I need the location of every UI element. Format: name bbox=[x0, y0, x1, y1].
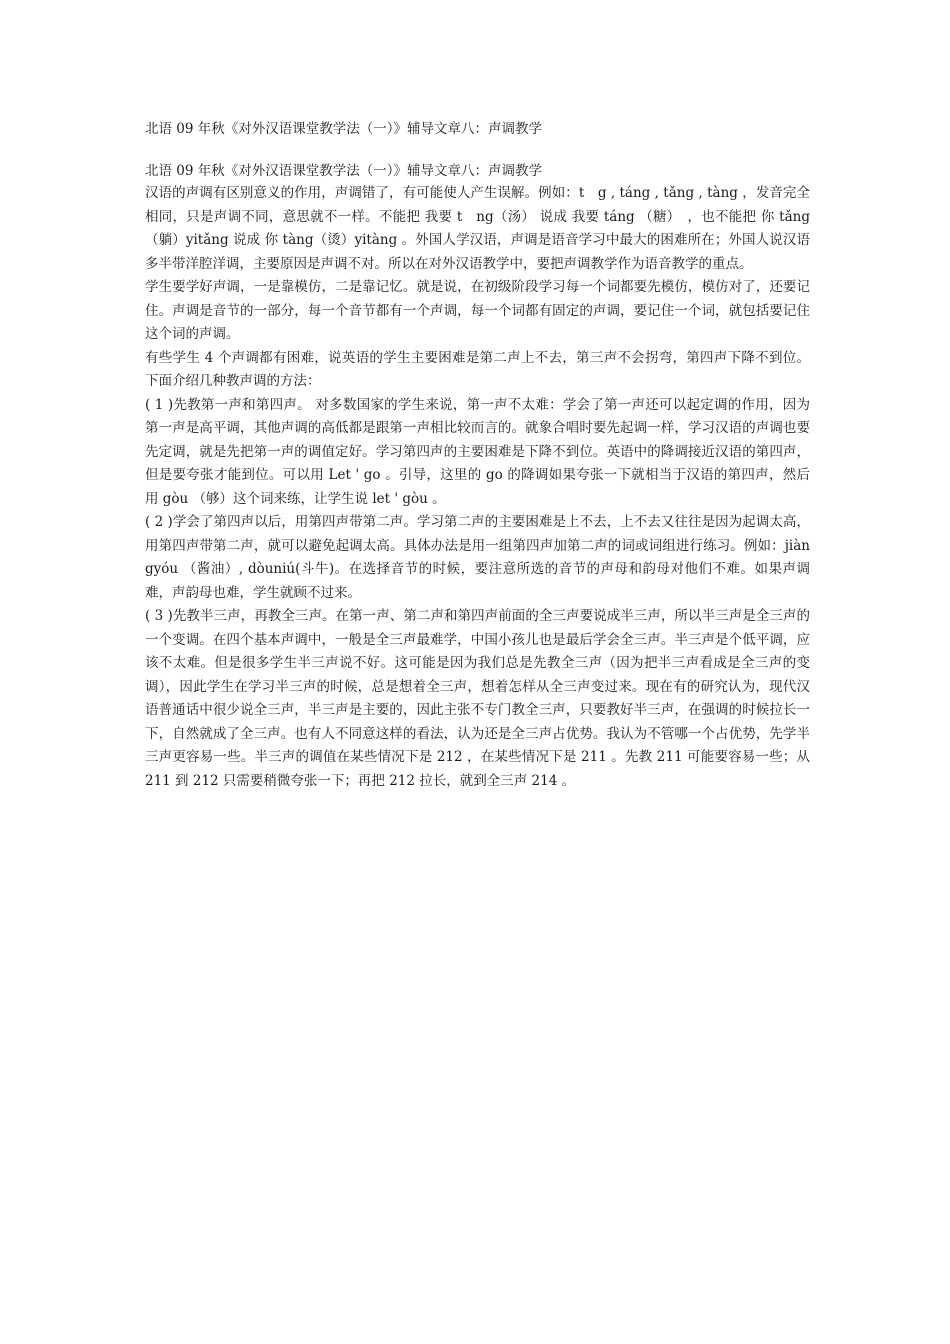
paragraph-method-1: ( 1 )先教第一声和第四声。 对多数国家的学生来说，第一声不太难：学会了第一声还可以起定调的作用，因为第一声是高平调，其他声调的高低都是跟第一声相比较而言的。就象合唱时要先起调一样，学习汉语的声调也要先定调，就是先把第一声的调值定好。学习第四声的主要困难是下降不到位。英语中的降调接近汉语的第四声，但是要夸张才能到位。可以用 Let ' go 。引导，这里的 go 的降调如果夸张一下就相当于汉语的第四声，然后用 gòu （够）这个词来练，让学生说 let ' gòu 。 bbox=[145, 396, 810, 507]
paragraph-method-3: ( 3 )先教半三声，再教全三声。在第一声、第二声和第四声前面的全三声要说成半三声，所以半三声是全三声的一个变调。在四个基本声调中，一般是全三声最难学，中国小孩儿也是最后学会全三声。半三声是个低平调，应该不太难。但是很多学生半三声说不好。这可能是因为我们总是先教全三声（因为把半三声看成是全三声的变调），因此学生在学习半三声的时候，总是想着全三声，想着怎样从全三声变过来。现在有的研究认为，现代汉语普通话中很少说全三声，半三声是主要的，因此主张不专门教全三声，只要教好半三声，在强调的时候拉长一下，自然就成了全三声。也有人不同意这样的看法，认为还是全三声占优势。我认为不管哪一个占优势，先学半三声更容易一些。半三声的调值在某些情况下是 212 ，在某些情况下是 211 。先教 211 可能要容易一些；从 211 到 212 只需要稍微夸张一下；再把 212 拉长，就到全三声 214 。 bbox=[145, 608, 810, 789]
document-page bbox=[145, 118, 810, 793]
paragraph-imitation: 学生要学好声调，一是靠模仿，二是靠记忆。就是说，在初级阶段学习每一个词都要先模仿，模仿对了，还要记住。声调是音节的一部分，每一个音节都有一个声调，每一个词都有固定的声调，要记住一个词，就包括要记住这个词的声调。 bbox=[145, 279, 810, 342]
paragraph-intro: 汉语的声调有区别意义的作用，声调错了，有可能使人产生误解。例如：t g , táng , tǎng , tàng ，发音完全相同，只是声调不同，意思就不一样。不能把 我要 t ng（汤） 说成 我要 táng （糖） ，也不能把 你 tǎng （躺）yitǎng 说成 你 tàng（烫）yitàng 。外国人学汉语，声调是语音学习中最大的困难所在；外国人说汉语多半带洋腔洋调，主要原因是声调不对。所以在对外汉语教学中，要把声调教学作为语音教学的重点。 bbox=[145, 185, 810, 272]
article-title: 北语 09 年秋《对外汉语课堂教学法（一）》辅导文章八：声调教学 bbox=[145, 163, 543, 179]
paragraph-difficulties: 有些学生 4 个声调都有困难，说英语的学生主要困难是第二声上不去，第三声不会拐弯，第四声下降不到位。下面介绍几种教声调的方法： bbox=[145, 349, 810, 389]
paragraph-method-2: ( 2 )学会了第四声以后，用第四声带第二声。学习第二声的主要困难是上不去，上不去又往往是因为起调太高，用第四声带第二声，就可以避免起调太高。具体办法是用一组第四声加第二声的词或词组进行练习。例如：jiàngyóu （酱油）, dòuniú(斗牛)。在选择音节的时候，要注意所选的音节的声母和韵母对他们不难。如果声调难，声韵母也难，学生就顾不过来。 bbox=[145, 514, 810, 601]
document-header: 北语 09 年秋《对外汉语课堂教学法（一）》辅导文章八：声调教学 bbox=[145, 121, 543, 137]
